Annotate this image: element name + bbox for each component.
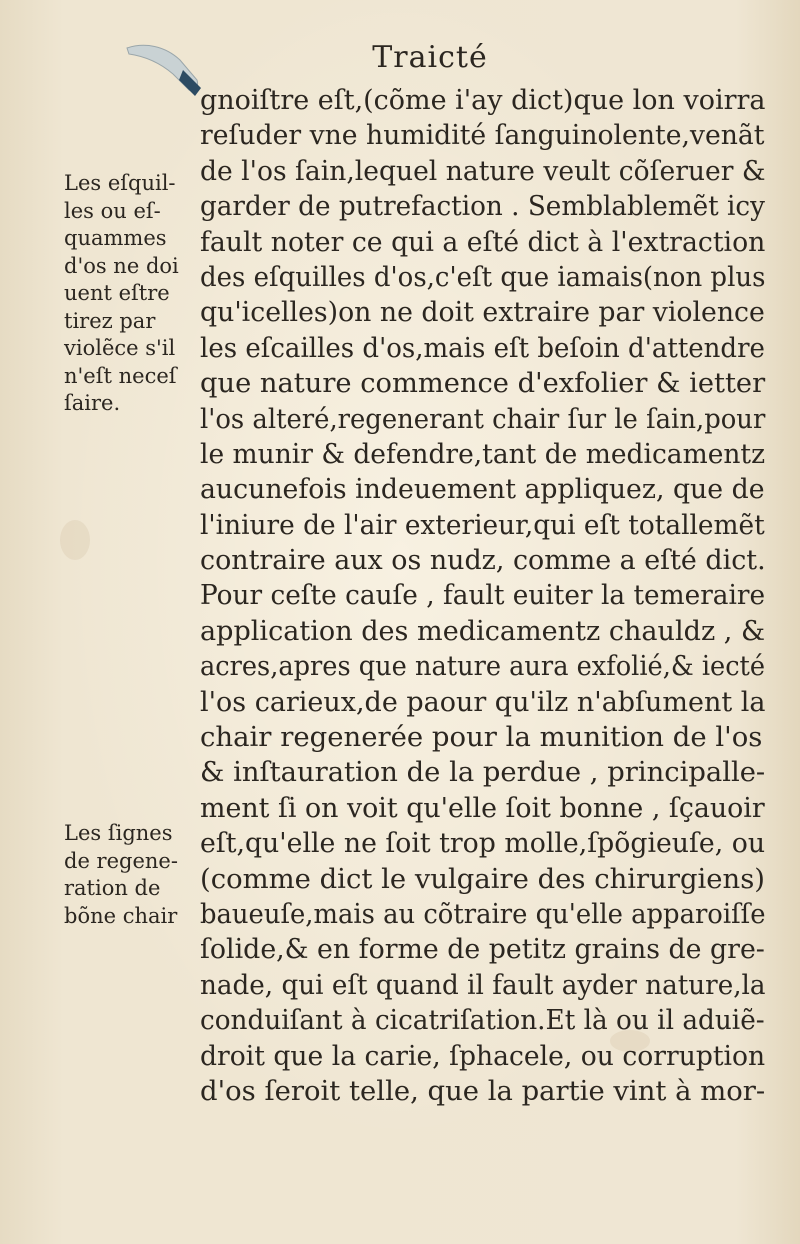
text-line: conduiſant à cicatriſation.Et là ou il aduiẽ-	[200, 1004, 765, 1037]
margin-note-line: Les eſquil-	[64, 171, 176, 195]
margin-note-line: ſaire.	[64, 391, 121, 415]
text-line: de l'os ſain,lequel nature veult cõſeruer &	[200, 154, 766, 187]
text-line: des eſquilles d'os,c'eſt que iamais(non plus	[200, 260, 766, 293]
text-line: (comme dict le vulgaire des chirurgiens)	[200, 862, 766, 895]
text-line: droit que la carie, ſphacele, ou corruption	[200, 1039, 766, 1072]
margin-note-esquilles	[64, 170, 196, 418]
text-line: les eſcailles d'os,mais eſt beſoin d'attendre	[200, 331, 765, 364]
margin-note-line: tirez par	[64, 308, 156, 333]
text-line: chair regenerée pour la munition de l'os	[200, 721, 763, 754]
text-line: l'iniure de l'air exterieur,qui eſt totallemẽt	[200, 508, 765, 541]
text-line: ſolide,& en forme de petitz grains de gre-	[200, 933, 765, 966]
margin-note-line: ration de	[64, 876, 161, 900]
margin-note-line: uent eſtre	[64, 281, 170, 305]
margin-note-line: quammes	[64, 226, 167, 250]
paper-stain	[60, 520, 90, 560]
running-head: Traicté	[372, 40, 488, 75]
text-line: qu'icelles)on ne doit extraire par violence	[200, 296, 765, 329]
text-line: eſt,qu'elle ne ſoit trop molle,ſpõgieuſe, ou	[200, 827, 766, 860]
text-line: aucunefois indeuement appliquez, que de	[200, 473, 765, 506]
margin-note-line: n'eſt neceſ	[64, 363, 177, 388]
text-line: Pour ceſte cauſe , fault euiter la temeraire	[200, 579, 766, 612]
text-line: garder de putrefaction . Semblablemẽt icy	[200, 190, 765, 223]
margin-note-line: de regene-	[64, 848, 178, 873]
text-line: contraire aux os nudz, comme a eſté dict.	[200, 544, 766, 577]
main-text-block	[200, 83, 770, 1109]
margin-note-line: Les ſignes	[64, 821, 173, 845]
text-line: acres,apres que nature aura exfolié,& iecté	[200, 650, 766, 683]
margin-note-line: bõne chair	[64, 903, 178, 928]
text-line: & inſtauration de la perdue , principalle-	[200, 756, 766, 789]
text-line: baueuſe,mais au cõtraire qu'elle apparoiſſe	[200, 897, 766, 930]
text-line: d'os ſeroit telle, que la partie vint à mor-	[200, 1074, 766, 1107]
text-line: reſuder vne humidité ſanguinolente,venãt	[200, 119, 765, 152]
margin-note-line: les ou eſ-	[64, 198, 161, 223]
text-line: application des medicamentz chauldz , &	[200, 614, 766, 647]
text-line: gnoiſtre eſt,(cõme i'ay dict)que lon voirra	[200, 84, 766, 116]
text-line: le munir & defendre,tant de medicamentz	[200, 437, 766, 470]
margin-note-line: violẽce s'il	[64, 336, 176, 360]
text-line: ment ſi on voit qu'elle ſoit bonne , ſçauoir	[200, 791, 765, 824]
text-line: nade, qui eſt quand il fault ayder nature,la	[200, 968, 766, 1001]
text-line: l'os alteré,regenerant chair ſur le ſain,pour	[200, 402, 766, 435]
text-line: l'os carieux,de paour qu'ilz n'abſument la	[200, 685, 766, 718]
margin-note-line: d'os ne doi	[64, 253, 179, 278]
margin-note-signes	[64, 820, 196, 930]
text-line: fault noter ce qui a eſté dict à l'extraction	[200, 225, 766, 258]
text-line: que nature commence d'exfolier & ietter	[200, 367, 766, 400]
